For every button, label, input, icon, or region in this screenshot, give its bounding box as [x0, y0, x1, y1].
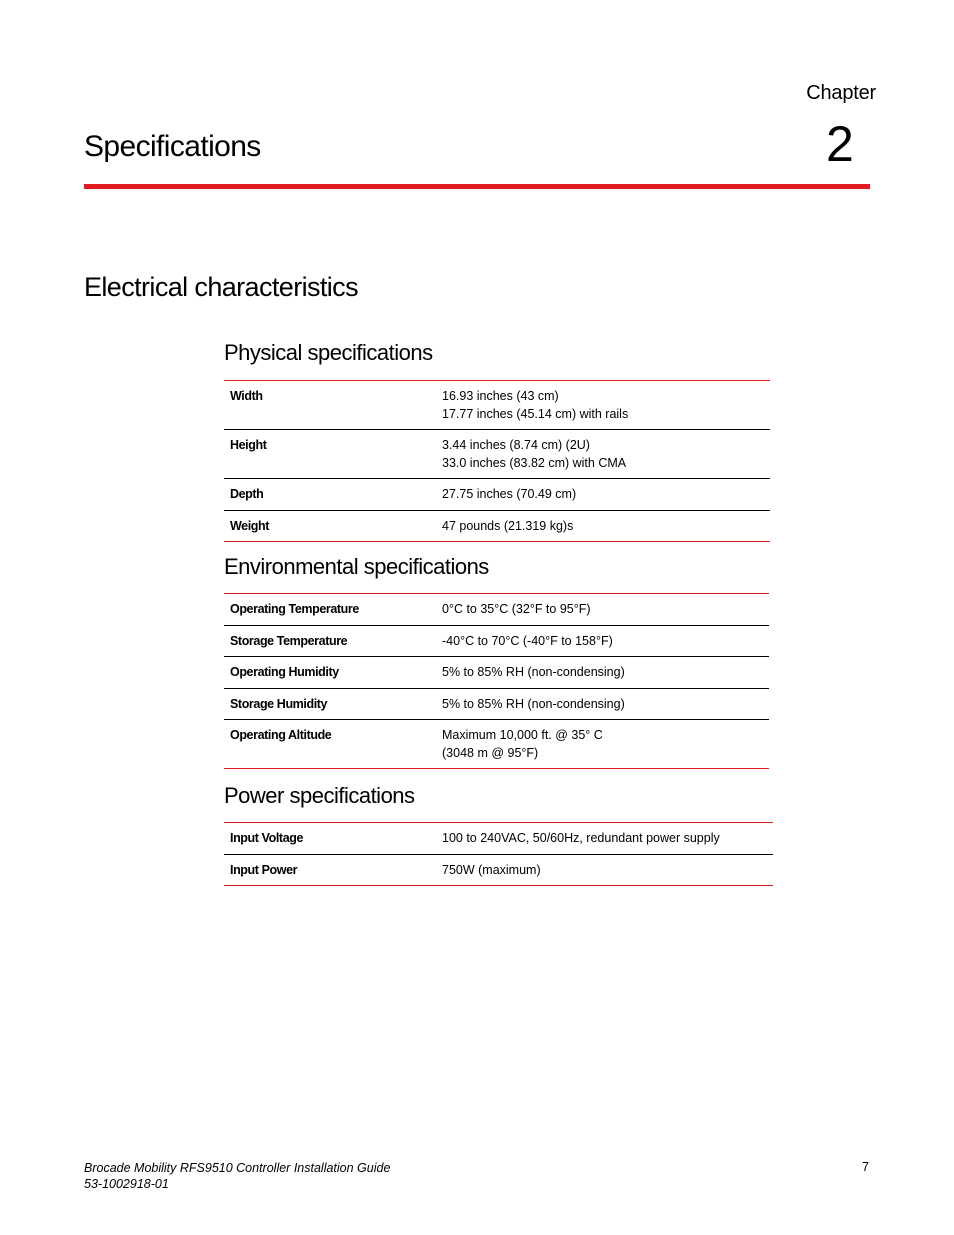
spec-label: Input Voltage	[230, 831, 304, 845]
power-specs-table	[224, 822, 773, 886]
footer-doc-number: 53-1002918-01	[84, 1177, 169, 1191]
table-row	[224, 823, 773, 855]
chapter-label: Chapter	[806, 82, 876, 104]
chapter-number: 2	[826, 116, 854, 172]
spec-value	[436, 720, 769, 769]
spec-value-line: 16.93 inches (43 cm)	[442, 389, 559, 403]
spec-value-line: 0°C to 35°C (32°F to 95°F)	[442, 602, 591, 616]
page-number: 7	[862, 1160, 869, 1174]
table-row	[224, 594, 769, 626]
section-title: Electrical characteristics	[84, 272, 358, 302]
spec-label: Input Power	[224, 854, 436, 886]
spec-value-line: 750W (maximum)	[442, 862, 541, 877]
table-row	[224, 430, 770, 479]
spec-value-line: Maximum 10,000 ft. @ 35° C	[442, 728, 603, 742]
table-row	[224, 510, 770, 542]
page-title: Specifications	[84, 130, 261, 163]
table-row	[224, 381, 770, 430]
spec-label: Storage Temperature	[224, 625, 436, 657]
physical-specs-heading: Physical specifications	[224, 340, 433, 365]
spec-label: Operating Temperature	[230, 602, 359, 616]
table-row	[224, 688, 769, 720]
spec-label: Operating Humidity	[224, 657, 436, 689]
footer-doc-info	[84, 1160, 390, 1192]
spec-label: Depth	[224, 479, 436, 511]
spec-label: Storage Humidity	[224, 688, 436, 720]
spec-value	[436, 854, 773, 886]
spec-value-line: 100 to 240VAC, 50/60Hz, redundant power supply	[442, 831, 720, 845]
spec-value	[436, 688, 769, 720]
title-divider	[84, 184, 870, 189]
spec-value	[436, 479, 770, 511]
footer-doc-title: Brocade Mobility RFS9510 Controller Installation Guide	[84, 1161, 391, 1175]
spec-value	[436, 510, 770, 542]
table-row	[224, 625, 769, 657]
table-row	[224, 657, 769, 689]
table-row	[224, 854, 773, 886]
spec-value-line: 27.75 inches (70.49 cm)	[442, 487, 577, 501]
environmental-specs-heading: Environmental specifications	[224, 554, 489, 579]
spec-value-line: 5% to 85% RH (non-condensing)	[442, 696, 625, 711]
environmental-specs-table	[224, 593, 769, 769]
spec-value-line: 5% to 85% RH (non-condensing)	[442, 665, 625, 679]
power-specs-heading: Power specifications	[224, 783, 415, 808]
physical-specs-table	[224, 380, 770, 542]
spec-value	[436, 625, 769, 657]
spec-label: Weight	[224, 510, 436, 542]
table-row	[224, 479, 770, 511]
spec-value-line: 3.44 inches (8.74 cm) (2U)	[442, 438, 590, 452]
spec-label: Width	[230, 389, 263, 403]
spec-value-line: (3048 m @ 95°F)	[442, 745, 539, 760]
spec-label: Operating Altitude	[224, 720, 436, 769]
spec-value-line: 33.0 inches (83.82 cm) with CMA	[442, 455, 627, 470]
table-row	[224, 720, 769, 769]
spec-value	[436, 430, 770, 479]
spec-value-line: -40°C to 70°C (-40°F to 158°F)	[442, 633, 613, 648]
spec-value	[436, 823, 773, 855]
spec-label: Height	[224, 430, 436, 479]
spec-value-line: 47 pounds (21.319 kg)s	[442, 518, 574, 533]
spec-value-line: 17.77 inches (45.14 cm) with rails	[442, 406, 629, 421]
spec-value	[436, 657, 769, 689]
spec-value	[436, 381, 770, 430]
spec-value	[436, 594, 769, 626]
